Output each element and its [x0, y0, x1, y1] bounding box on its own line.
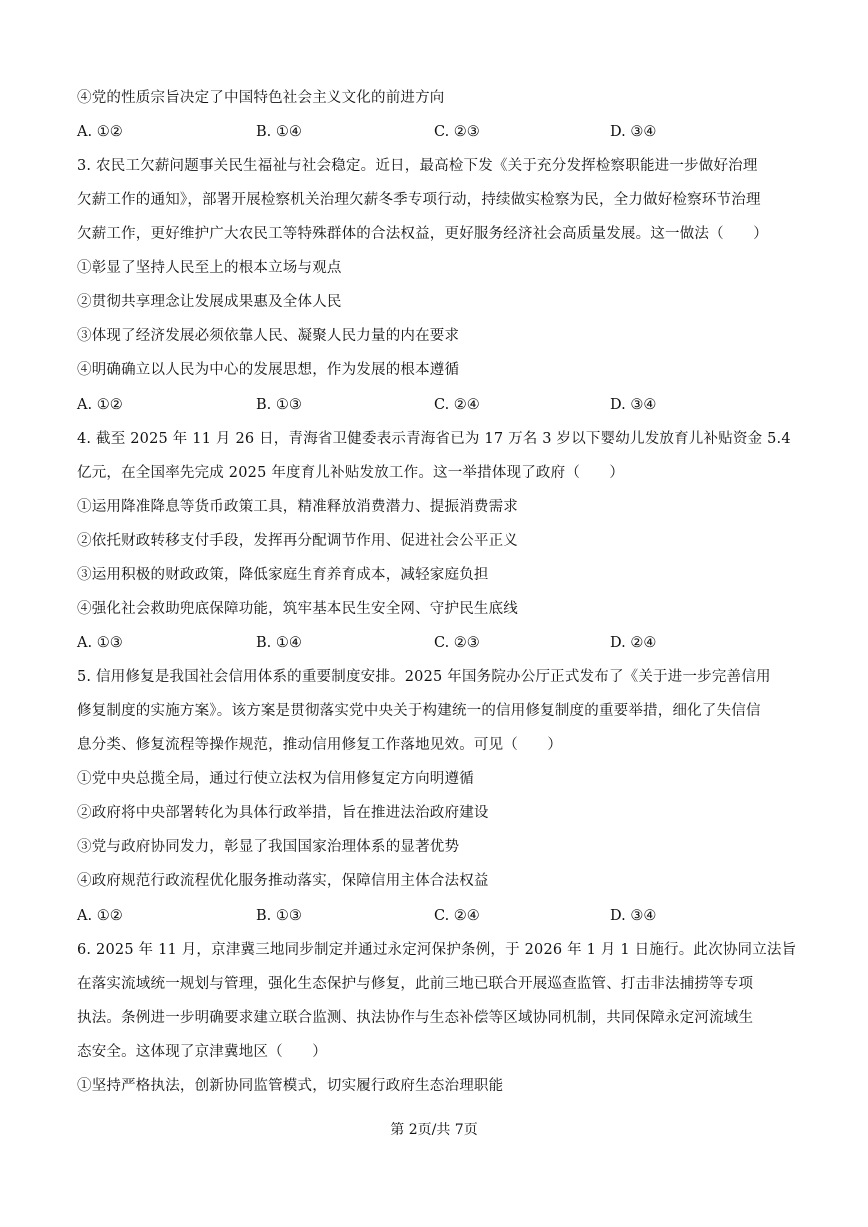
text-line: 在落实流域统一规划与管理，强化生态保护与修复，此前三地已联合开展巡查监管、打击非法捕捞等专项: [77, 976, 754, 992]
statement-1: ①运用降准降息等货币政策工具，精准释放消费潜力、提振消费需求: [77, 499, 518, 515]
option-c: C. ②④: [434, 397, 480, 413]
options-row-q5: [77, 906, 797, 926]
text-line: ④党的性质宗旨决定了中国特色社会主义文化的前进方向: [77, 90, 445, 106]
option-d: D. ③④: [610, 908, 657, 924]
question-5-stem: 5. 信用修复是我国社会信用体系的重要制度安排。2025 年国务院办公厅正式发布了《关于进一步完善信用: [77, 669, 771, 685]
option-a: A. ①③: [77, 635, 123, 651]
option-b: B. ①④: [256, 635, 302, 651]
text-line: 亿元，在全国率先完成 2025 年度育儿补贴发放工作。这一举措体现了政府（ ）: [77, 465, 625, 481]
statement-1: ①彰显了坚持人民至上的根本立场与观点: [77, 260, 342, 276]
option-b: B. ①③: [256, 397, 302, 413]
option-b: B. ①④: [256, 124, 302, 140]
statement-3: ③体现了经济发展必须依靠人民、凝聚人民力量的内在要求: [77, 328, 460, 344]
statement-3: ③党与政府协同发力，彰显了我国国家治理体系的显著优势: [77, 839, 460, 855]
page-footer: 第 2页/共 7页: [390, 1122, 478, 1138]
options-row-q4: [77, 633, 797, 653]
option-c: C. ②③: [434, 124, 480, 140]
statement-3: ③运用积极的财政政策，降低家庭生育养育成本，减轻家庭负担: [77, 567, 489, 583]
text-line: 欠薪工作的通知》，部署开展检察机关治理欠薪冬季专项行动，持续做实检察为民，全力做好检察环节治理: [77, 192, 761, 208]
text-line: 欠薪工作，更好维护广大农民工等特殊群体的合法权益，更好服务经济社会高质量发展。这一做法（ ）: [77, 226, 768, 242]
text-line: 息分类、修复流程等操作规范，推动信用修复工作落地见效。可见（ ）: [77, 737, 563, 753]
text-line: 修复制度的实施方案》。该方案是贯彻落实党中央关于构建统一的信用修复制度的重要举措，细化了失信信: [77, 703, 761, 719]
statement-2: ②政府将中央部署转化为具体行政举措，旨在推进法治政府建设: [77, 805, 489, 821]
question-6-stem: 6. 2025 年 11 月，京津冀三地同步制定并通过永定河保护条例，于 2026 年 1 月 1 日施行。此次协同立法旨: [77, 942, 797, 958]
option-b: B. ①③: [256, 908, 302, 924]
option-d: D. ③④: [610, 124, 657, 140]
option-a: A. ①②: [77, 908, 123, 924]
option-c: C. ②③: [434, 635, 480, 651]
option-d: D. ②④: [610, 635, 657, 651]
statement-4: ④政府规范行政流程优化服务推动落实，保障信用主体合法权益: [77, 873, 489, 889]
option-a: A. ①②: [77, 124, 123, 140]
statement-4: ④明确确立以人民为中心的发展思想，作为发展的根本遵循: [77, 362, 460, 378]
statement-2: ②依托财政转移支付手段，发挥再分配调节作用、促进社会公平正义: [77, 533, 518, 549]
text-line: 态安全。这体现了京津冀地区（ ）: [77, 1044, 327, 1060]
question-4-stem: 4. 截至 2025 年 11 月 26 日，青海省卫健委表示青海省已为 17 万名 3 岁以下婴幼儿发放育儿补贴资金 5.4: [77, 431, 791, 447]
option-a: A. ①②: [77, 397, 123, 413]
statement-1: ①坚持严格执法，创新协同监管模式，切实履行政府生态治理职能: [77, 1078, 504, 1094]
statement-1: ①党中央总揽全局，通过行使立法权为信用修复定方向明遵循: [77, 771, 474, 787]
text-line: 执法。条例进一步明确要求建立联合监测、执法协作与生态补偿等区域协同机制，共同保障永定河流域生: [77, 1010, 754, 1026]
question-3-stem: 3. 农民工欠薪问题事关民生福祉与社会稳定。近日，最高检下发《关于充分发挥检察职能进一步做好治理: [77, 158, 758, 174]
option-c: C. ②④: [434, 908, 480, 924]
option-d: D. ③④: [610, 397, 657, 413]
statement-4: ④强化社会救助兜底保障功能，筑牢基本民生安全网、守护民生底线: [77, 601, 518, 617]
options-row-q3: [77, 395, 797, 415]
statement-2: ②贯彻共享理念让发展成果惠及全体人民: [77, 294, 342, 310]
options-row-q2: [77, 122, 797, 142]
